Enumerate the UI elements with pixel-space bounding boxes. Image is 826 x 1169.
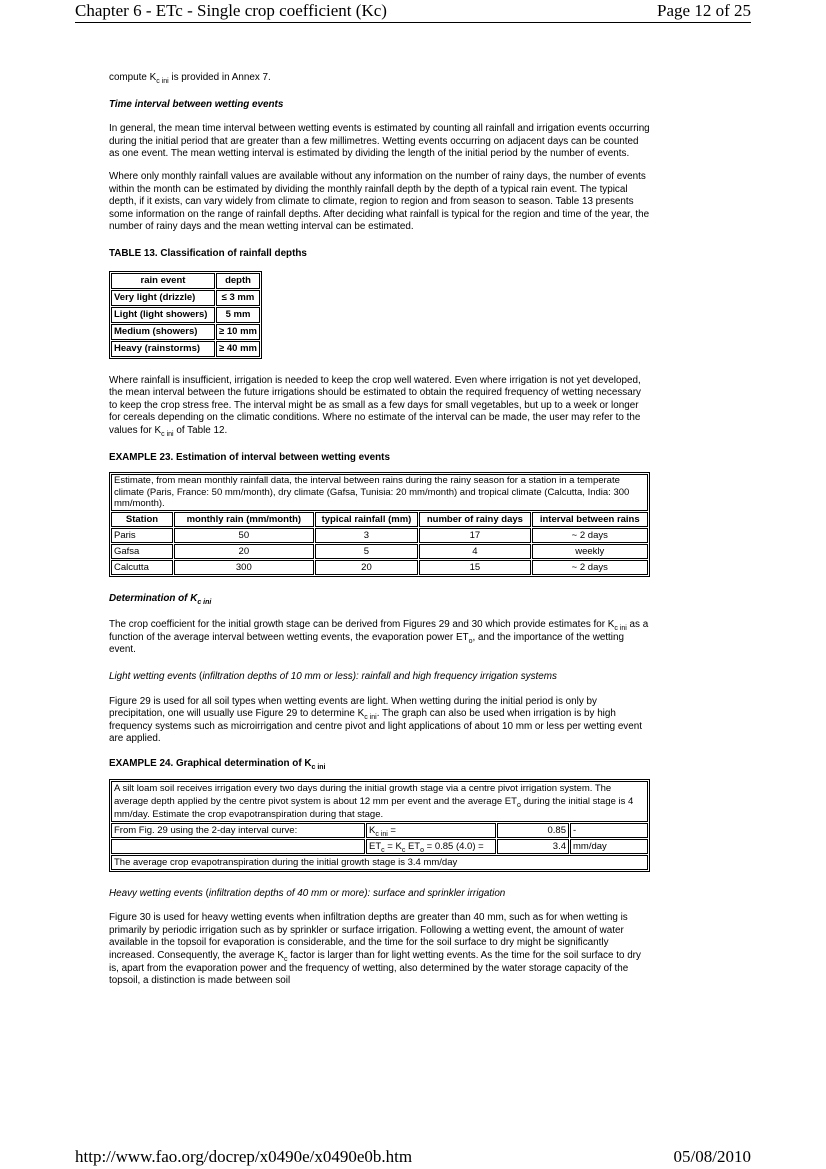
- table-row: [111, 307, 260, 323]
- table-cell: 4: [419, 544, 530, 559]
- table-cell: 0.85: [497, 823, 569, 838]
- table-header-cell: interval between rains: [532, 512, 648, 527]
- table-cell: ~ 2 days: [532, 560, 648, 575]
- paragraph-figure29: Figure 29 is used for all soil types when wetting events are light. When wetting during the initial period is only by precipitation, one will usually use Figure 29 to determine $K_{c ini}$. The graph can also be used when irrigation is by high frequency systems such as microirrigation and centre pivot and light applications of about 10 mm or less per wetting event are applied.: [109, 695, 642, 745]
- table-row: [111, 341, 260, 357]
- table-cell: $ET_c = K_c$ $ET_o = 0.85$ (4.0) =: [366, 839, 496, 854]
- table-row: [111, 839, 648, 854]
- table-cell: $K_{c ini}$ =: [366, 823, 496, 838]
- table-header-cell: number of rainy days: [419, 512, 530, 527]
- example24-table: [109, 779, 650, 872]
- heading-time-interval: Time interval between wetting events: [109, 98, 284, 110]
- table-header-cell: typical rainfall (mm): [315, 512, 419, 527]
- table-row: [111, 544, 648, 559]
- table-cell: Very light (drizzle): [111, 290, 215, 306]
- table-header-cell: Station: [111, 512, 173, 527]
- table-cell: ≥ 40 mm: [216, 341, 260, 357]
- paragraph-mean-interval: In general, the mean time interval between wetting events is estimated by counting all rainfall and irrigation events occurring during the initial period that are greater than a few millimetres. Wetting events occurring on adjacent days can be counted as one event. The mean wetting interval is estimated by dividing the length of the initial period by the number of events.: [109, 123, 650, 160]
- table13-rainfall-depths: [109, 271, 262, 359]
- table-cell: 20: [174, 544, 314, 559]
- table-cell: 3: [315, 528, 419, 543]
- table-row: [111, 474, 648, 511]
- table-row: [111, 560, 648, 575]
- table-cell: 5 mm: [216, 307, 260, 323]
- example23-intro: Estimate, from mean monthly rainfall data, the interval between rains during the rainy season for a station in a temperate climate (Paris, France: 50 mm/month), dry climate (Gafsa, Tunisia: 20 mm/month) and tropical climate (Calcutta, India: 300 mm/month).: [111, 474, 648, 511]
- document-body: [109, 72, 650, 998]
- table-cell: From Fig. 29 using the 2-day interval curve:: [111, 823, 365, 838]
- table-cell: Paris: [111, 528, 173, 543]
- table-cell: mm/day: [570, 839, 648, 854]
- table-row: [111, 528, 648, 543]
- table-cell: -: [570, 823, 648, 838]
- paragraph-monthly-rainfall: Where only monthly rainfall values are available without any information on the number of rainy days, the number of events within the month can be estimated by dividing the monthly rainfall depth by the depth of a typical rain event. The typical depth, if it exists, can vary widely from climate to climate, region to region and from season to season. Table 13 presents some information on the range of rainfall depths. After deciding what rainfall is typical for the region and time of the year, the number of rainy days and the mean wetting interval can be estimated.: [109, 170, 650, 233]
- table-header-row: [111, 512, 648, 527]
- table-row: [111, 855, 648, 870]
- table-cell: ≤ 3 mm: [216, 290, 260, 306]
- table-cell: weekly: [532, 544, 648, 559]
- table13-title: TABLE 13. Classification of rainfall depths: [109, 247, 307, 259]
- example23-table: [109, 472, 650, 577]
- page-header: [0, 0, 826, 24]
- table-cell: ≥ 10 mm: [216, 324, 260, 340]
- example24-result: The average crop evapotranspiration during the initial growth stage is 3.4 mm/day: [111, 855, 648, 870]
- page-footer: [0, 1145, 826, 1169]
- heading-heavy-wetting-events: Heavy wetting events (infiltration depths of 40 mm or more): surface and sprinkler irrigation: [109, 887, 506, 899]
- table-cell: Calcutta: [111, 560, 173, 575]
- heading-determination-kc-ini: Determination of $K_{c ini}$: [109, 592, 212, 606]
- footer-date: 05/08/2010: [673, 1147, 751, 1166]
- table-header-cell: monthly rain (mm/month): [174, 512, 314, 527]
- table-row: [111, 290, 260, 306]
- table-row: [111, 781, 648, 822]
- table-cell: Heavy (rainstorms): [111, 341, 215, 357]
- table-cell: 3.4: [497, 839, 569, 854]
- table-cell: 50: [174, 528, 314, 543]
- header-chapter-title: Chapter 6 - ETc - Single crop coefficient (Kc): [75, 1, 387, 20]
- table-cell: [111, 839, 365, 854]
- table-header-row: [111, 273, 260, 289]
- header-divider: [75, 22, 751, 23]
- table-cell: ~ 2 days: [532, 528, 648, 543]
- table-row: [111, 324, 260, 340]
- paragraph-insufficient-rainfall: Where rainfall is insufficient, irrigation is needed to keep the crop well watered. Even where irrigation is not yet developed, the mean interval between the future irrigations should be estimated to obtain the required frequency of wetting necessary to keep the crop stress free. The interval might be as small as a few days for small vegetables, but up to a week or longer for cereals depending on the climatic conditions. Where no estimate of the interval can be made, the user may refer to the values for $K_{c ini}$ of Table 12.: [109, 374, 641, 438]
- paragraph-crop-coefficient: The crop coefficient for the initial growth stage can be derived from Figures 29 and 30 which provide estimates for $K_{c ini}$ as a function of the average interval between wetting events, the evaporation power $ET_o$, and the importance of the wetting event.: [109, 619, 649, 656]
- footer-url: http://www.fao.org/docrep/x0490e/x0490e0b.htm: [75, 1147, 413, 1166]
- table-header-cell: depth: [216, 273, 260, 289]
- table-cell: Gafsa: [111, 544, 173, 559]
- table-cell: Medium (showers): [111, 324, 215, 340]
- example24-title: EXAMPLE 24. Graphical determination of $K_{c ini}$: [109, 757, 326, 771]
- table-cell: 15: [419, 560, 530, 575]
- table-cell: 5: [315, 544, 419, 559]
- table-header-cell: rain event: [111, 273, 215, 289]
- example24-intro: A silt loam soil receives irrigation every two days during the initial growth stage via a centre pivot irrigation system. The average depth applied by the centre pivot system is about 12 mm per event and the average $ET_o$ during the initial stage is 4 mm/day. Estimate the crop evapotranspiration during that stage.: [111, 781, 648, 822]
- example23-title: EXAMPLE 23. Estimation of interval between wetting events: [109, 451, 390, 463]
- header-page-number: Page 12 of 25: [657, 1, 751, 20]
- table-row: [111, 823, 648, 838]
- paragraph-figure30: Figure 30 is used for heavy wetting events when infiltration depths are greater than 40 mm, such as for when wetting is primarily by periodic irrigation such as by sprinkler or surface irrigation. Following a wetting event, the amount of water available in the topsoil for evaporation is considerable, and the time for the soil surface to dry might be significantly increased. Consequently, the average $K_c$ factor is larger than for light wetting events. As the time for the soil surface to dry is, apart from the evaporation power and the frequency of wetting, also determined by the water storage capacity of the topsoil, a distinction is made between soil: [109, 912, 641, 987]
- heading-light-wetting-events: Light wetting events (infiltration depths of 10 mm or less): rainfall and high frequency irrigation systems: [109, 670, 557, 682]
- table-cell: Light (light showers): [111, 307, 215, 323]
- paragraph-annex: compute $K_{c ini}$ is provided in Annex 7.: [109, 72, 271, 85]
- table-cell: 20: [315, 560, 419, 575]
- table-cell: 300: [174, 560, 314, 575]
- table-cell: 17: [419, 528, 530, 543]
